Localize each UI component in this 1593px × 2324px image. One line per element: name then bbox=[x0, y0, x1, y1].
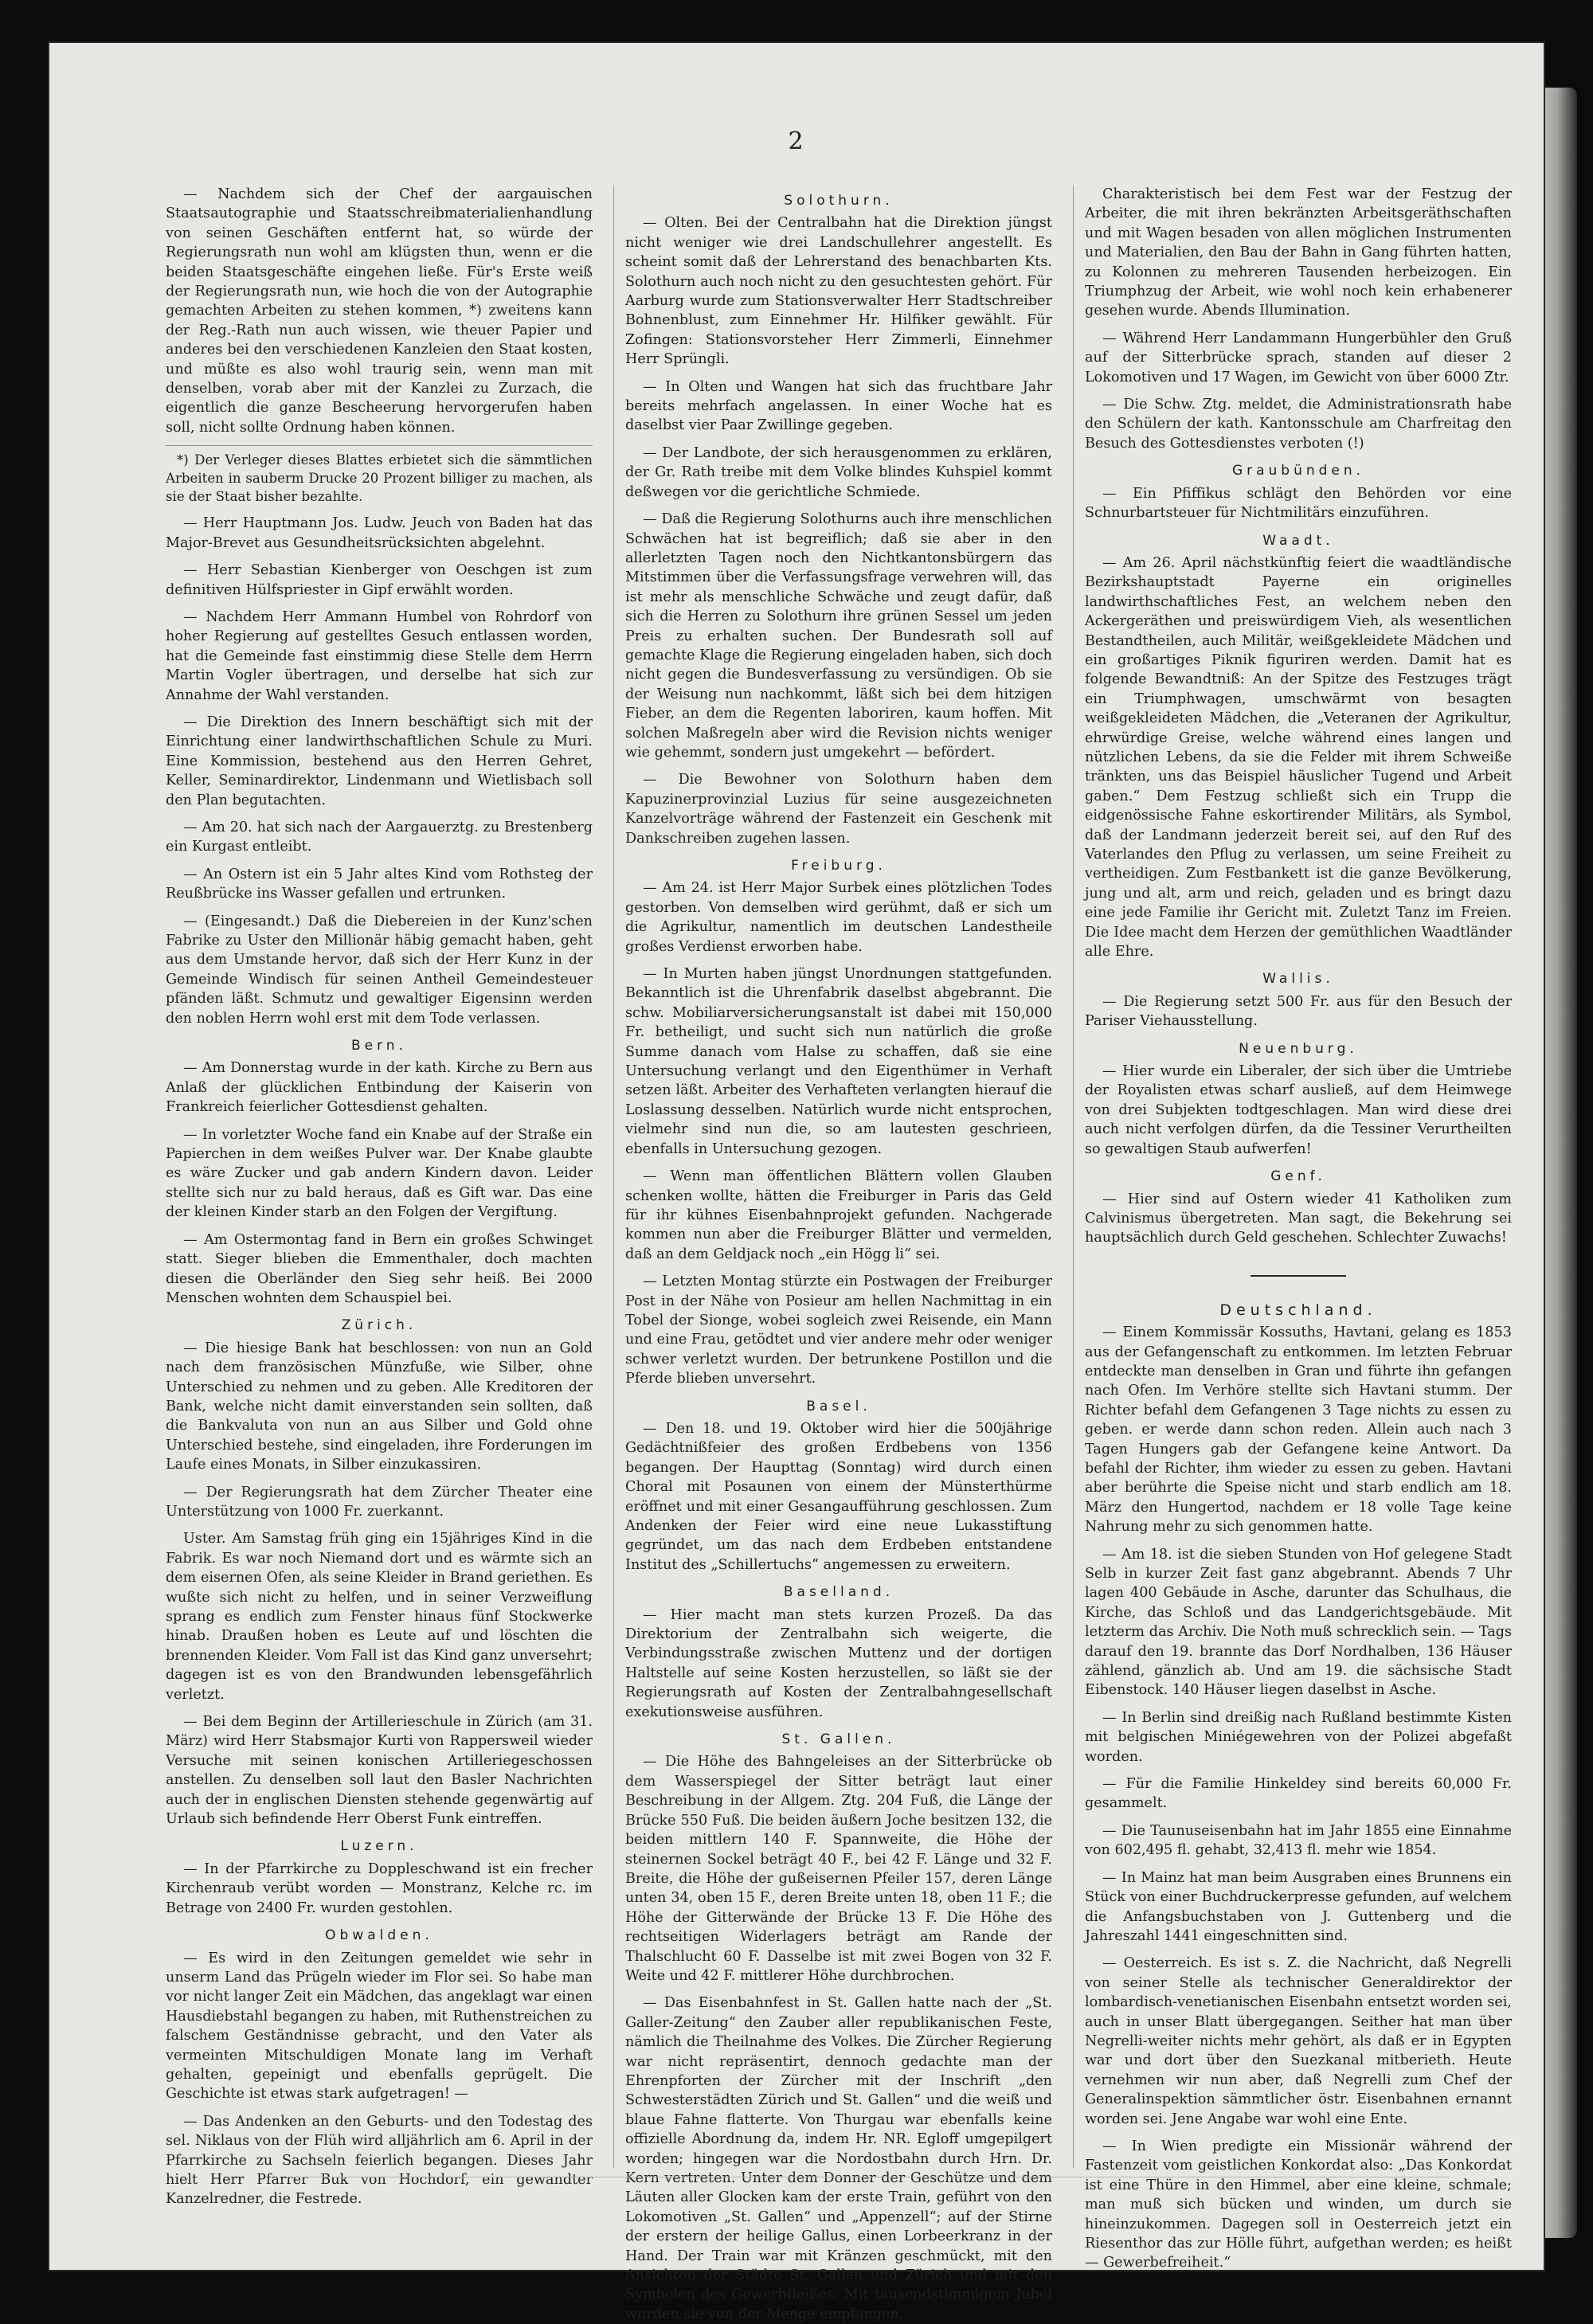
section-heading: Neuenburg. bbox=[1239, 1040, 1358, 1057]
news-item: — In Olten und Wangen hat sich das fruchtbare Jahr bereits mehrfach angelassen. In einer Woche hat es daselbst vier Paar Zwillinge gegeben. bbox=[625, 378, 1052, 434]
section-heading: Obwalden. bbox=[325, 1927, 433, 1944]
news-item: — Am 24. ist Herr Major Surbek eines plötzlichen Todes gestorben. Von demselben wird gerühmt, daß er sich um die Agrikultur, namentlich im deutschen Landestheile großes Verdienst erworben habe. bbox=[625, 880, 1052, 955]
section-heading: Genf. bbox=[1270, 1168, 1326, 1185]
newspaper-page bbox=[48, 41, 1545, 2322]
news-item: — Die Taunuseisenbahn hat im Jahr 1855 eine Einnahme von 602,495 fl. gehabt, 32,413 fl. mehr wie 1854. bbox=[1085, 1822, 1512, 1859]
news-item: — Der Regierungsrath hat dem Zürcher Theater eine Unterstützung von 1000 Fr. zuerkannt. bbox=[166, 1484, 593, 1520]
news-item: — In Wien predigte ein Missionär während der Fastenzeit vom geistlichen Konkordat also: „Das Konkordat ist eine Thüre in den Himmel, aber eine kleine, schmale; man muß sich bücken und winden, um durch sie hineinzukommen. Dagegen soll in Oesterreich jetzt ein Riesenthor das zur Hölle führt, aufgethan werden; es heißt — Gewerbefreiheit.“ bbox=[1085, 2138, 1512, 2271]
section-heading: Wallis. bbox=[1262, 971, 1334, 988]
section-heading: Basel. bbox=[806, 1398, 871, 1414]
news-item: — Die Direktion des Innern beschäftigt sich mit der Einrichtung einer landwirthschaftlichen Schule zu Muri. Eine Kommission, bestehend aus den Herren Gehret, Keller, Seminardirektor, Lindenmann und Wietlisbach soll den Plan begutachten. bbox=[166, 714, 593, 808]
news-item: Charakteristisch bei dem Fest war der Festzug der Arbeiter, die mit ihren bekränzten Arbeitsgeräthschaften und mit Wagen besaden von allen möglichen Instrumenten und Materialien, den Bau der Bahn in Gang führten hatten, zu Kolonnen zu mehreren Tausenden herbeizogen. Ein Triumphzug der Arbeit, wie wohl noch kein erhabenerer gesehen wurde. Abends Illumination. bbox=[1085, 186, 1512, 319]
news-item: — In Murten haben jüngst Unordnungen stattgefunden. Bekanntlich ist die Uhrenfabrik daselbst abgebrannt. Die schw. Mobiliarversicherungsanstalt ist dabei mit 150,000 Fr. betheiligt, und sucht sich nun natürlich die große Summe danach vom Halse zu schaffen, daß sie eine Untersuchung verlangt und den Eigenthümer in Verhaft setzen läßt. Arbeiter des Verhafteten verlangten hierauf die Loslassung desselben. Natürlich wurde nicht entsprochen, vielmehr sind nun die, so am lautesten geschrieen, ebenfalls in Untersuchung gezogen. bbox=[625, 966, 1052, 1157]
news-item: — Nachdem Herr Ammann Humbel von Rohrdorf von hoher Regierung auf gestelltes Gesuch entlassen worden, hat die Gemeinde fast einstimmig diese Stelle dem Herrn Martin Vogler übertragen, und derselbe hat sich zur Annahme der Wahl verstanden. bbox=[166, 608, 593, 703]
section-divider bbox=[1251, 1275, 1346, 1277]
news-item: — Für die Familie Hinkeldey sind bereits 60,000 Fr. gesammelt. bbox=[1085, 1776, 1512, 1812]
news-item: — Herr Sebastian Kienberger von Oeschgen ist zum definitiven Hülfspriester in Gipf erwählt worden. bbox=[166, 562, 593, 598]
news-item: — Daß die Regierung Solothurns auch ihre menschlichen Schwächen hat ist begreiflich; daß sie aber in den allerletzten Tagen noch den Nichtkantonsbürgern das Mitstimmen über die Verfassungsfrage verwehren will, das ist mehr als menschliche Schwäche und zeugt dafür, daß sich die Herren zu Solothurn ihre grünen Sessel um jeden Preis zu erhalten suchen. Der Bundesrath soll auf gemachte Klage die Regierung eingeladen haben, sich doch nicht gegen die Bundesverfassung zu versündigen. Ob sie der Weisung nun nachkommt, läßt sich bei dem hitzigen Fieber, an dem die Regenten laboriren, kaum hoffen. Mit solchen Maßregeln aber wird die Revision nichts weniger wie gehemmt, sondern just umgekehrt — befördert. bbox=[625, 511, 1052, 761]
section-heading: Graubünden. bbox=[1231, 463, 1365, 479]
news-item: — Oesterreich. Es ist s. Z. die Nachricht, daß Negrelli von seiner Stelle als technischer Generaldirektor der lombardisch-venetianischen Eisenbahn entsetzt worden sei, auch in unser Blatt übergegangen. Seither hat man über Negrelli-weiter nichts mehr gehört, als daß er in Egypten war und dort über den Suezkanal mitberieth. Heute vernehmen wir nun aber, daß Negrelli zum Chef der Generalinspektion sämmtlicher östr. Eisenbahnen ernannt worden sei. Jene Angabe war wohl eine Ente. bbox=[1085, 1955, 1512, 2127]
news-item: — In vorletzter Woche fand ein Knabe auf der Straße ein Papierchen in dem weißes Pulver war. Der Knabe glaubte es wäre Zucker und gab andern Kindern davon. Leider stellte sich nur zu bald heraus, daß es Gift war. Das eine der kleinen Kinder starb an den Folgen der Vergiftung. bbox=[166, 1126, 593, 1221]
section-heading: Solothurn. bbox=[784, 193, 894, 209]
section-heading: Zürich. bbox=[341, 1317, 417, 1334]
text-columns bbox=[166, 185, 1512, 2322]
section-heading: Freiburg. bbox=[791, 858, 887, 874]
news-item: — Wenn man öffentlichen Blättern vollen Glauben schenken wollte, hätten die Freiburger in Paris das Geld für ihr kühnes Eisenbahnprojekt gefunden. Nachgerade kommen nun aber die Freiburger Blätter und vermelden, daß an dem Geldjack noch „ein Högg li“ sei. bbox=[625, 1168, 1052, 1262]
news-item: — Die Höhe des Bahngeleises an der Sitterbrücke ob dem Wasserspiegel der Sitter beträgt laut einer Beschreibung in der Allgem. Ztg. 204 Fuß, die Länge der Brücke 550 Fuß. Die beiden äußern Joche besitzen 132, die beiden mittlern 140 F. Spannweite, die Höhe der steinernen Sockel beträgt 40 F., bei 42 F. Länge und 32 F. Breite, die Höhe der gußeisernen Pfeiler 157, deren Länge unten 34, oben 15 F., deren Breite unten 18, oben 11 F.; die Höhe der Gitterwände der Brücke 13 F. Die Höhe des rechtseitigen Widerlagers beträgt am Rande der Thalschlucht 60 F. Dasselbe ist mit zwei Bogen von 32 F. Weite und 42 F. mittlerer Höhe durchbrochen. bbox=[625, 1754, 1052, 1984]
news-item: — Am 26. April nächstkünftig feiert die waadtländische Bezirkshauptstadt Payerne ein originelles landwirthschaftliches Fest, an welchem neben den Ackergeräthen und preiswürdigem Vieh, als wesentlichen Bestandtheilen, auch Militär, weißgekleidete Mädchen und ein großartiges Piknik figuriren werden. Damit hat es folgende Bewandtniß: An der Spitze des Festzuges trägt ein Triumphwagen, umschwärmt von besagten weißgekleideten Mädchen, die „Veteranen der Agrikultur, ehrwürdige Greise, welche während eines langen und nützlichen Lebens, da sie die Felder mit ihrem Schweiße tränkten, uns das Beispiel häuslicher Tugend und Arbeit gaben.“ Dem Festzug schließt sich ein Trupp die eidgenössische Fahne eskortirender Militärs, als Symbol, daß der Landmann jederzeit bereit sei, auf den Ruf des Vaterlandes den Pflug zu verlassen, um seine Freiheit zu vertheidigen. Zum Festbankett ist die ganze Bevölkerung, jung und alt, arm und reich, geladen und es bringt dazu eine jede Familie ihr Gericht mit. Zuletzt Tanz im Freien. Die Idee macht dem Herzen der gemüthlichen Waadtländer alle Ehre. bbox=[1085, 554, 1512, 961]
news-item: — Bei dem Beginn der Artillerieschule in Zürich (am 31. März) wird Herr Stabsmajor Kurti von Rappersweil wieder Versuche mit seinen konischen Artilleriegeschossen anstellen. Zu denselben soll laut den Basler Nachrichten auch der in englischen Diensten stehende gegenwärtig auf Urlaub sich befindende Herr Oberst Funk eintreffen. bbox=[166, 1714, 593, 1828]
news-item: — In Mainz hat man beim Ausgraben eines Brunnens ein Stück von einer Buchdruckerpresse gefunden, auf welchem die Anfangsbuchstaben von J. Guttenberg und die Jahreszahl 1441 eingeschnitten sind. bbox=[1085, 1869, 1512, 1944]
section-heading: Luzern. bbox=[340, 1838, 418, 1855]
news-item: — Ein Pfiffikus schlägt den Behörden vor eine Schnurbartsteuer für Nichtmilitärs einzuführen. bbox=[1085, 485, 1512, 522]
news-item: — Am 18. ist die sieben Stunden von Hof gelegene Stadt Selb in kurzer Zeit fast ganz abgebrannt. Abends 7 Uhr lagen 400 Gebäude in Asche, darunter das Schulhaus, die Kirche, das Schloß und das Landgerichtsgebäude. Mit letzterm das Archiv. Die Noth muß schrecklich sein. — Tags darauf den 19. brannte das Dorf Nordhalben, 136 Häuser zählend, gänzlich ab. Und am 19. die sächsische Stadt Eibenstock. 140 Häuser liegen daselbst in Asche. bbox=[1085, 1546, 1512, 1699]
footnote: *) Der Verleger dieses Blattes erbietet sich die sämmtlichen Arbeiten in sauberm Drucke 20 Prozent billiger zu machen, als sie der Staat bisher bezahlte. bbox=[166, 445, 593, 506]
news-item: — Während Herr Landammann Hungerbühler den Gruß auf der Sitterbrücke sprach, standen auf dieser 2 Lokomotiven und 17 Wagen, im Gewicht von über 6000 Ztr. bbox=[1085, 330, 1512, 385]
news-item: — Der Landbote, der sich herausgenommen zu erklären, der Gr. Rath treibe mit dem Volke blindes Kuhspiel kommt deßwegen vor die gerichtliche Schmiede. bbox=[625, 444, 1052, 500]
news-item: — Hier macht man stets kurzen Prozeß. Da das Direktorium der Zentralbahn sich weigerte, die Verbindungsstraße zwischen Muttenz und der dortigen Haltstelle auf seine Kosten herzustellen, so läßt sie der Regierungsrath auf Kosten der Zentralbahngesellschaft exekutionsweise ausführen. bbox=[625, 1606, 1052, 1720]
news-item: — Das Eisenbahnfest in St. Gallen hatte nach der „St. Galler-Zeitung“ den Zauber aller republikanischen Feste, nämlich die Theilnahme des Volkes. Die Zürcher Regierung war nicht repräsentirt, dennoch gedachte man der Ehrenpforten der Zürcher mit der Inschrift „den Schwesterstädten Zürich und St. Gallen“ und die weiß und blaue Fahne flatterte. Von Thurgau war ebenfalls keine offizielle Abordnung da, indem Hr. NR. Egloff umgepilgert worden; hingegen war die Nordostbahn durch Hrn. Dr. Kern vertreten. Unter dem Donner der Geschütze und dem Läuten aller Glocken kam der erste Train, geführt von den Lokomotiven „St. Gallen“ und „Appenzell“; auf der Stirne der erstern der heilige Gallus, einen Lorbeerkranz in der Hand. Der Train war mit Kränzen geschmückt, mit den Ansichten der Städte St. Gallen und Zürich und mit den Symbolen des Gewerbfleißes. Mit tausendstimmigem Jubel wurden sie von der Menge empfangen. bbox=[625, 1995, 1052, 2322]
news-item: — Letzten Montag stürzte ein Postwagen der Freiburger Post in der Nähe von Posieur am hellen Nachmittag in ein Tobel der Sionge, wobei sogleich zwei Reisende, ein Mann und eine Frau, getödtet und vier andere mehr oder weniger schwer verletzt wurden. Der betrunkene Postillon und die Pferde blieben unversehrt. bbox=[625, 1274, 1052, 1387]
news-item: — Die hiesige Bank hat beschlossen: von nun an Gold nach dem französischen Münzfuße, wie Silber, ohne Unterschied zu nehmen und zu geben. Alle Kreditoren der Bank, welche nicht damit einverstanden sein sollten, daß die Bankvaluta von nun an aus Silber und Gold ohne Unterschied bestehe, sind eingeladen, ihre Forderungen im Laufe eines Monats, in Silber einzukassiren. bbox=[166, 1340, 593, 1473]
section-heading: Baselland. bbox=[783, 1584, 894, 1601]
news-item: — Die Regierung setzt 500 Fr. aus für den Besuch der Pariser Viehausstellung. bbox=[1085, 993, 1512, 1030]
news-item: — Olten. Bei der Centralbahn hat die Direktion jüngst nicht weniger wie drei Landschullehrer angestellt. Es scheint somit daß der Lehrerstand des benachbarten Kts. Solothurn auch noch nicht zu den gesuchtesten gehört. Für Aarburg wurde zum Stationsverwalter Herr Stadtschreiber Bohnenblust, zum Einnehmer Hr. Hilfiker gewählt. Für Zofingen: Stationsvorsteher Herr Zimmerli, Einnehmer Herr Sprüngli. bbox=[625, 215, 1052, 368]
news-item: — Am 20. hat sich nach der Aargauerztg. zu Brestenberg ein Kurgast entleibt. bbox=[166, 819, 593, 855]
section-heading: Deutschland. bbox=[1219, 1301, 1377, 1319]
news-item: — Am Donnerstag wurde in der kath. Kirche zu Bern aus Anlaß der glücklichen Entbindung der Kaiserin von Frankreich feierlicher Gottesdienst gehalten. bbox=[166, 1060, 593, 1116]
news-item: — Herr Hauptmann Jos. Ludw. Jeuch von Baden hat das Major-Brevet aus Gesundheitsrücksichten abgelehnt. bbox=[166, 515, 593, 551]
news-item: — In der Pfarrkirche zu Doppleschwand ist ein frecher Kirchenraub verübt worden — Monstranz, Kelche rc. im Betrage von 2400 Fr. wurden gestohlen. bbox=[166, 1860, 593, 1916]
news-item: — (Eingesandt.) Daß die Diebereien in der Kunz'schen Fabrike zu Uster den Millionär häbig gemacht haben, geht aus dem Umstande hervor, daß sich der Herr Kunz in der Gemeinde Windisch für seinen Antheil Gemeindesteuer pfänden läßt. Schmutz und gewaltiger Eigensinn werden den noblen Herrn wohl erst mit dem Tode verlassen. bbox=[166, 913, 593, 1027]
column-1 bbox=[166, 185, 593, 2208]
news-item: — Hier sind auf Ostern wieder 41 Katholiken zum Calvinismus übergetreten. Man sagt, die Bekehrung sei hauptsächlich durch Geld geschehen. Schlechter Zuwachs! bbox=[1085, 1191, 1512, 1246]
news-item: — Die Schw. Ztg. meldet, die Administrationsrath habe den Schülern der kath. Kantonsschule am Charfreitag den Besuch des Gottesdienstes verboten (!) bbox=[1085, 397, 1512, 452]
section-heading: Waadt. bbox=[1262, 532, 1334, 549]
section-heading: St. Gallen. bbox=[781, 1731, 896, 1748]
news-item: Uster. Am Samstag früh ging ein 15jähriges Kind in die Fabrik. Es war noch Niemand dort und es wärmte sich an dem eisernen Ofen, als seine Kleider in Brand geriethen. Es wußte sich nicht zu helfen, und in seiner Verzweiflung sprang es endlich zum Fenster hinaus fünf Stockwerke hinab. Draußen hoben es Leute auf und löschten die brennenden Kleider. Vom Fall ist das Kind ganz unversehrt; dagegen ist es von den Brandwunden lebensgefährlich verletzt. bbox=[166, 1531, 593, 1703]
news-item: — Nachdem sich der Chef der aargauischen Staatsautographie und Staatsschreibmaterialienhandlung von seinen Geschäften entfernt hat, so würde der Regierungsrath nun wohl am klügsten thun, wenn er die beiden Staatsgeschäfte eingehen ließe. Für's Erste weiß der Regierungsrath nun, wie hoch die von der Autographie gemachten Arbeiten zu stehen kommen, *) zweitens kann der Reg.-Rath nun auch wissen, wie theuer Papier und anderes bei den verschiedenen Kanzleien den Staat kosten, und müßte es also wohl traurig sein, wenn man mit denselben, vorab aber mit der Kanzlei zu Zurzach, die eigentlich die ganze Bescheerung hervorgerufen haben soll, nicht sollte Ordnung haben können. bbox=[166, 186, 593, 436]
section-heading: Bern. bbox=[351, 1038, 407, 1054]
news-item: — Das Andenken an den Geburts- und den Todestag des sel. Niklaus von der Flüh wird alljährlich am 6. April in der Pfarrkirche zu Sachseln feierlich begangen. Dieses Jahr hielt Herr Pfarrer Buk von Hochdorf, ein gewandter Kanzelredner, die Festrede. bbox=[166, 2113, 593, 2208]
news-item: — Es wird in den Zeitungen gemeldet wie sehr in unserm Land das Prügeln wieder im Flor sei. So habe man vor nicht langer Zeit ein Mädchen, das angeklagt war einen Hausdiebstahl begangen zu haben, mit Ruthenstreichen zu falschem Geständnisse gebracht, und den Vater als vermeinten Mitschuldigen Monate lang im Verhaft gehalten, gepeinigt und ebenfalls geprügelt. Die Geschichte ist etwas stark aufgetragen! — bbox=[166, 1950, 593, 2103]
news-item: — An Ostern ist ein 5 Jahr altes Kind vom Rothsteg der Reußbrücke ins Wasser gefallen und ertrunken. bbox=[166, 866, 593, 902]
news-item: — Hier wurde ein Liberaler, der sich über die Umtriebe der Royalisten etwas scharf ausließ, auf dem Heimwege von drei Subjekten todtgeschlagen. Man wird diese drei auch nicht verfolgen dürfen, da die Tessiner Verurtheilten so gewaltigen Staub aufwerfen! bbox=[1085, 1063, 1512, 1157]
news-item: — In Berlin sind dreißig nach Rußland bestimmte Kisten mit belgischen Miniégewehren von der Polizei abgefaßt worden. bbox=[1085, 1709, 1512, 1765]
news-item: — Einem Kommissär Kossuths, Havtani, gelang es 1853 aus der Gefangenschaft zu entkommen. Im letzten Februar entdeckte man denselben in Gran und führte ihn gefangen nach Ofen. Im Verhöre stellte sich Havtani stumm. Der Richter befahl dem Gefangenen 3 Tage nichts zu essen zu geben. er werde dann schon reden. Allein auch nach 3 Tagen Hungers gab der Gefangene keine Antwort. Da befahl der Richter, ihm wieder zu essen zu geben. Havtani aber berührte die Speise nicht und starb endlich am 18. März den Hungertod, nachdem er 18 volle Tage keine Nahrung mehr zu sich genommen hatte. bbox=[1085, 1324, 1512, 1536]
column-2 bbox=[613, 185, 1052, 2322]
news-item: — Die Bewohner von Solothurn haben dem Kapuzinerprovinzial Luzius für seine ausgezeichneten Kanzelvorträge während der Fastenzeit ein Geschenk mit Dankschreiben zugehen lassen. bbox=[625, 772, 1052, 847]
news-item: — Den 18. und 19. Oktober wird hier die 500jährige Gedächtnißfeier des großen Erdbebens von 1356 begangen. Der Haupttag (Sonntag) wird durch einen Choral mit Posaunen von einem der Münsterthürme eröffnet und mit einer Gesangaufführung geschlossen. Zum Andenken der Feier wird eine neue Lukasstiftung gegründet, um das nach dem Erdbeben entstandene Institut des „Schillertuchs“ angemessen zu erweitern. bbox=[625, 1420, 1052, 1573]
page-number: 2 bbox=[788, 127, 805, 155]
news-item: — Am Ostermontag fand in Bern ein großes Schwinget statt. Sieger blieben die Emmenthaler, doch machten diesen die Oberländer den Sieg sehr heiß. Bei 2000 Menschen wohnten dem Schauspiel bei. bbox=[166, 1231, 593, 1306]
column-3 bbox=[1073, 185, 1512, 2271]
